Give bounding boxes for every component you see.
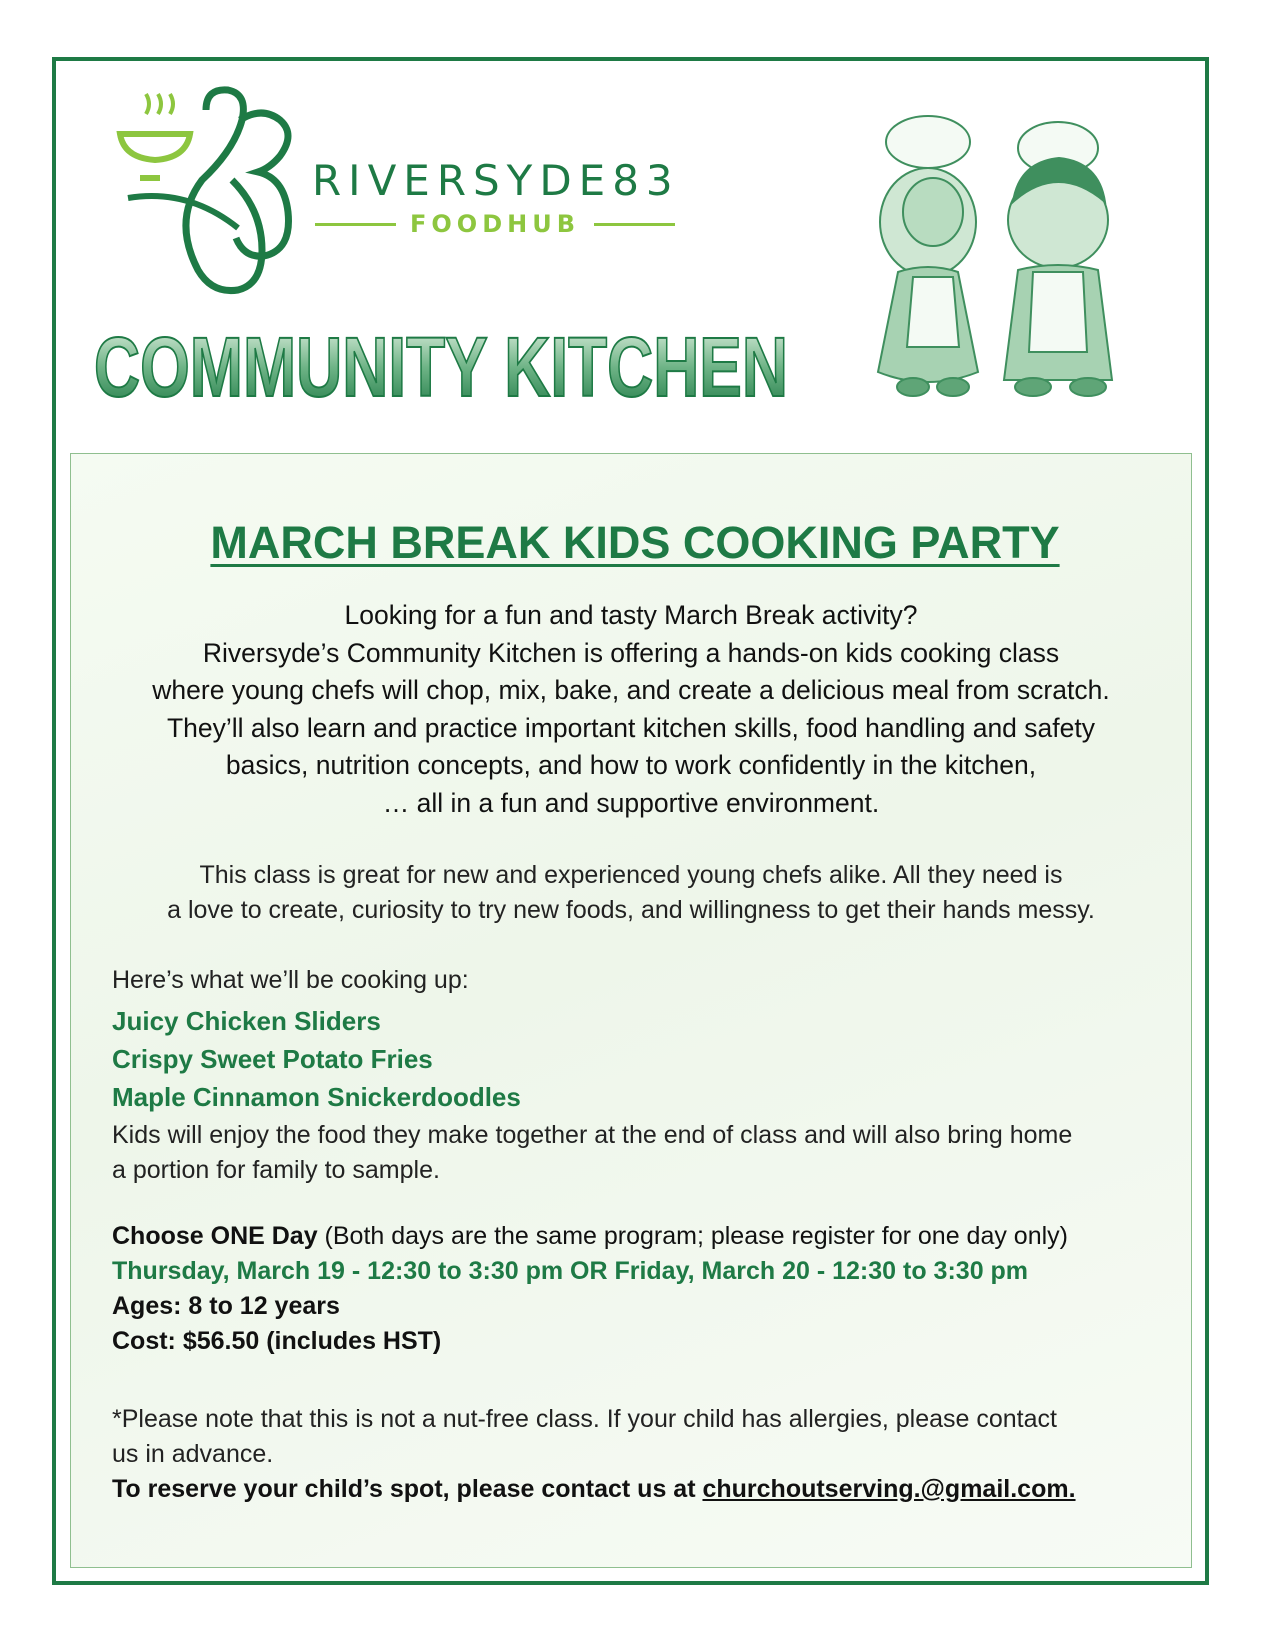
choose-day-label: Choose ONE Day (112, 1222, 318, 1250)
email-link[interactable]: churchoutserving.@gmail.com. (702, 1475, 1076, 1503)
cost-line: Cost: $56.50 (includes HST) (112, 1327, 442, 1355)
kids-chefs-illustration-icon (858, 102, 1178, 432)
intro-line: where young chefs will chop, mix, bake, and create a delicious meal from scratch. (152, 675, 1110, 705)
brand-subtitle (315, 209, 675, 239)
menu-lead: Here’s what we’ll be cooking up: (112, 966, 469, 994)
ages-line: Ages: 8 to 12 years (112, 1292, 340, 1320)
menu-list (112, 1002, 1172, 1116)
choose-day-line (112, 1219, 1172, 1254)
reserve-text: To reserve your child’s spot, please contact us at (112, 1475, 703, 1503)
brand-subtitle-text: FOODHUB (410, 210, 580, 238)
intro-paragraph (70, 597, 1192, 822)
audience-line: This class is great for new and experienced young chefs alike. All they need is (199, 861, 1063, 889)
audience-line: a love to create, curiosity to try new foods, and willingness to get their hands messy. (167, 896, 1095, 924)
allergy-note-line: *Please note that this is not a nut-free class. If your child has allergies, please contact (112, 1405, 1057, 1433)
intro-line: Riversyde’s Community Kitchen is offering a hands-on kids cooking class (202, 637, 1060, 668)
intro-line: They’ll also learn and practice important kitchen skills, food handling and safety (166, 712, 1095, 743)
svg-text:COMMUNITY KITCHEN: COMMUNITY KITCHEN (94, 320, 788, 414)
schedule-block (112, 1219, 1172, 1359)
event-heading (0, 517, 1270, 569)
intro-line: … all in a fun and supportive environment. (382, 787, 880, 818)
menu-item: Juicy Chicken Sliders (112, 1006, 381, 1036)
reserve-line (112, 1472, 1172, 1507)
enjoy-line: a portion for family to sample. (112, 1156, 440, 1184)
intro-line: Looking for a fun and tasty March Break activity? (344, 600, 918, 630)
dates-line: Thursday, March 19 - 12:30 to 3:30 pm OR Friday, March 20 - 12:30 to 3:30 pm (112, 1257, 1029, 1285)
allergy-note (112, 1402, 1172, 1472)
intro-line: basics, nutrition concepts, and how to work confidently in the kitchen, (225, 750, 1037, 780)
brand-name: RIVERSYDE83 (312, 156, 680, 205)
menu-item: Crispy Sweet Potato Fries (112, 1044, 433, 1074)
choose-day-note: (Both days are the same program; please register for one day only) (317, 1222, 1068, 1250)
audience-paragraph (70, 858, 1192, 928)
divider (594, 223, 675, 226)
community-kitchen-title (92, 312, 792, 422)
divider (315, 223, 396, 226)
enjoy-paragraph (112, 1118, 1172, 1188)
event-heading-text: MARCH BREAK KIDS COOKING PARTY (210, 517, 1060, 568)
menu-item: Maple Cinnamon Snickerdoodles (112, 1082, 521, 1112)
allergy-note-line: us in advance. (112, 1440, 274, 1468)
enjoy-line: Kids will enjoy the food they make together at the end of class and will also bring home (112, 1121, 1073, 1149)
